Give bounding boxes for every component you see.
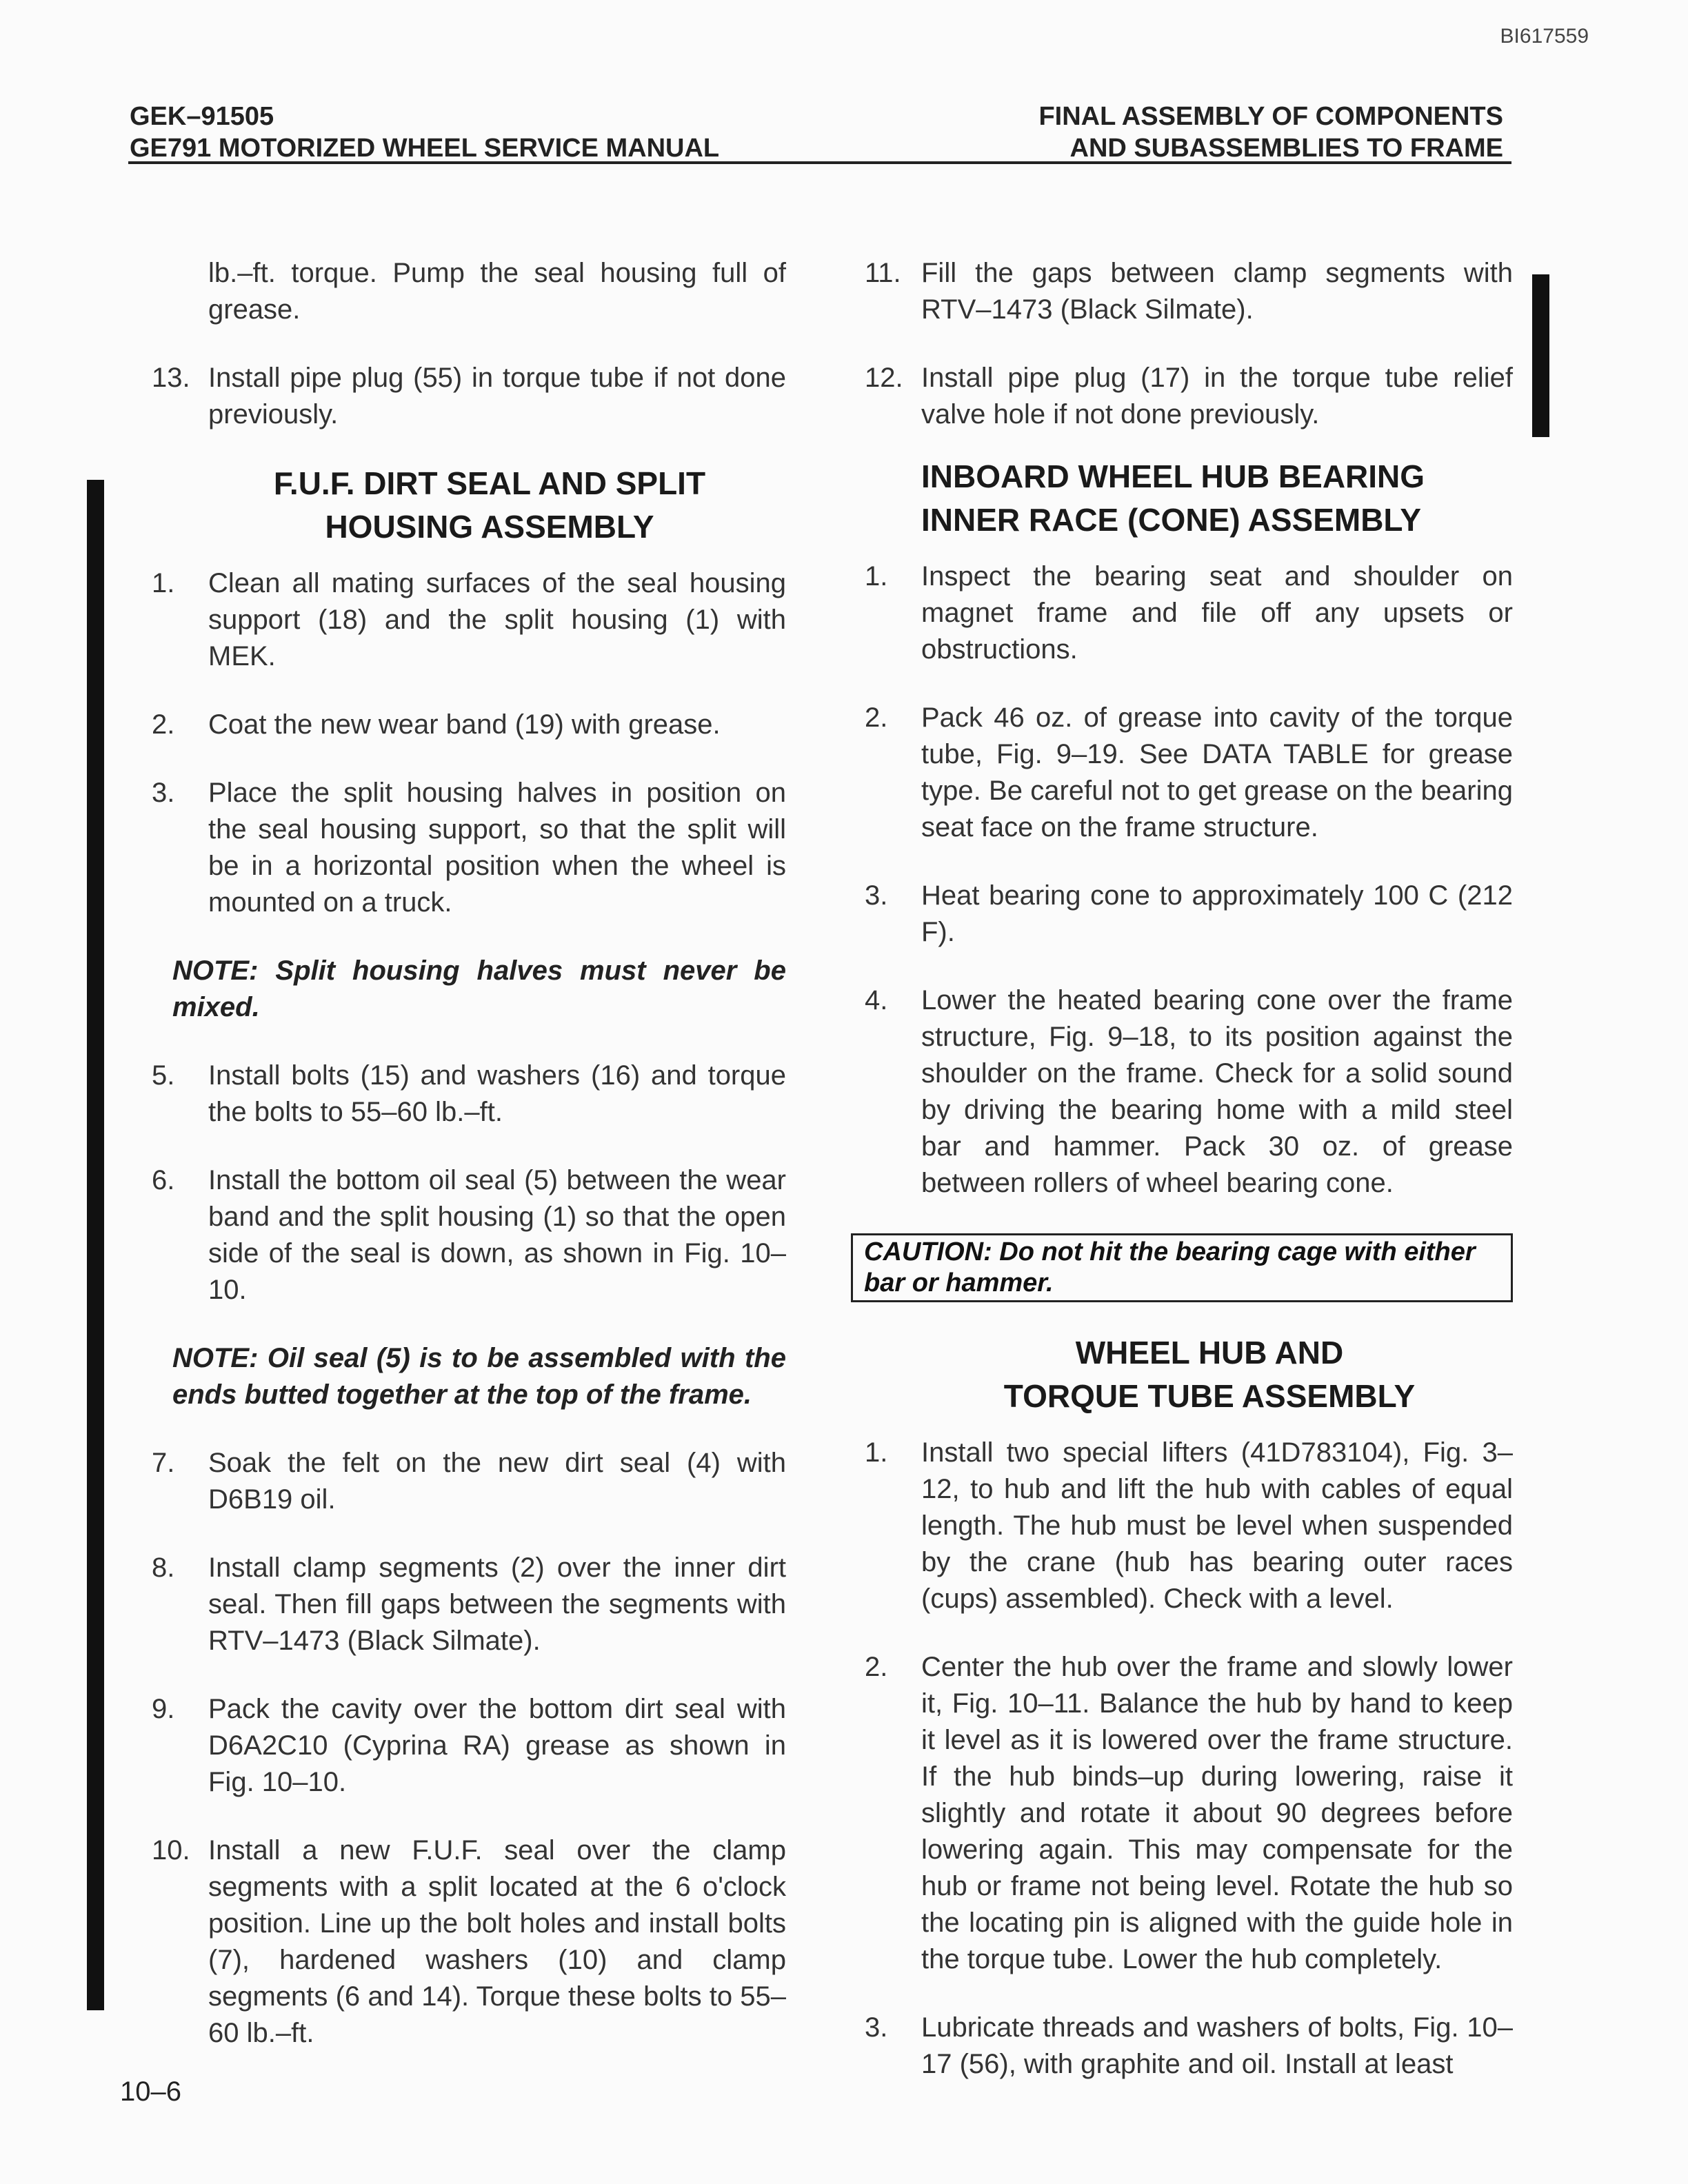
caution-box: CAUTION: Do not hit the bearing cage with either bar or hammer.: [851, 1233, 1513, 1302]
change-bar-right: [1532, 274, 1549, 437]
section-heading-inboard-bearing: [865, 455, 1513, 542]
list-item: [152, 1550, 786, 1659]
step-number: 3.: [152, 778, 175, 808]
heading-line: HOUSING ASSEMBLY: [325, 509, 654, 545]
manual-number: GEK–91505: [130, 102, 274, 131]
step-number: 2.: [865, 702, 888, 733]
step-number: 1.: [152, 568, 175, 598]
page-header: [128, 101, 1511, 164]
list-item: [152, 707, 786, 743]
step-text: Pack the cavity over the bottom dirt seal with D6A2C10 (Cyprina RA) grease as shown in Fig. 10–10.: [208, 1694, 786, 1797]
step-number: 2.: [152, 709, 175, 740]
list-item: [865, 878, 1513, 951]
step-number: 13.: [152, 363, 190, 393]
list-item: [152, 1058, 786, 1131]
list-item: [152, 360, 786, 433]
list-item: [152, 565, 786, 675]
heading-line: INBOARD WHEEL HUB BEARING: [921, 458, 1425, 494]
heading-line: WHEEL HUB AND: [1075, 1335, 1344, 1371]
step-text: Install a new F.U.F. seal over the clamp segments with a split located at the 6 o'clock position. Line up the bolt holes and install bolts (7), hardened washers (10) and clamp segments (6 and 14). Torque these bolts to 55–60 lb.–ft.: [208, 1835, 786, 2048]
step-text: Inspect the bearing seat and shoulder on magnet frame and file off any upsets or obstructions.: [921, 561, 1513, 665]
step-text: Install pipe plug (17) in the torque tube relief valve hole if not done previously.: [921, 363, 1513, 429]
note-oil-seal: NOTE: Oil seal (5) is to be assembled with the ends butted together at the top of the frame.: [172, 1343, 786, 1410]
step-number: 5.: [152, 1060, 175, 1091]
step-number: 9.: [152, 1694, 175, 1724]
list-item: [152, 1691, 786, 1801]
step-number: 4.: [865, 985, 888, 1015]
step-text: Coat the new wear band (19) with grease.: [208, 709, 721, 740]
list-item: [152, 1445, 786, 1518]
list-item: [865, 1649, 1513, 1978]
step-text: Install clamp segments (2) over the inner dirt seal. Then fill gaps between the segments with RTV–1473 (Black Silmate).: [208, 1553, 786, 1656]
note-split-housing: NOTE: Split housing halves must never be mixed.: [172, 956, 786, 1022]
step-text: Lower the heated bearing cone over the frame structure, Fig. 9–18, to its position against the shoulder on the frame. Check for a solid sound by driving the bearing home with a mild steel bar and hammer. Pack 30 oz. of grease between rollers of wheel bearing cone.: [921, 985, 1513, 1198]
step-text: Soak the felt on the new dirt seal (4) with D6B19 oil.: [208, 1448, 786, 1515]
list-item: [865, 700, 1513, 846]
header-right: [1038, 101, 1503, 164]
heading-line: F.U.F. DIRT SEAL AND SPLIT: [273, 465, 706, 501]
step-text: Pack 46 oz. of grease into cavity of the torque tube, Fig. 9–19. See DATA TABLE for grease type. Be careful not to get grease on the bearing seat face on the frame structure.: [921, 702, 1513, 842]
step-text: Clean all mating surfaces of the seal housing support (18) and the split housing (1) with MEK.: [208, 568, 786, 671]
step-text: Install the bottom oil seal (5) between the wear band and the split housing (1) so that the open side of the seal is down, as shown in Fig. 10–10.: [208, 1165, 786, 1305]
step-number: 8.: [152, 1553, 175, 1583]
header-left: [130, 101, 719, 164]
list-item: [865, 1435, 1513, 1617]
step-text: Install pipe plug (55) in torque tube if not done previously.: [208, 363, 786, 429]
list-item: [865, 2010, 1513, 2083]
step-number: 12.: [865, 363, 903, 393]
step-number: 10.: [152, 1835, 190, 1866]
list-item: [865, 558, 1513, 668]
list-item: [152, 1162, 786, 1308]
step-text: Center the hub over the frame and slowly lower it, Fig. 10–11. Balance the hub by hand to keep it level as it is lowered over the frame structure. If the hub binds–up during lowering, raise it slightly and rotate it about 90 degrees before lowering again. This may compensate for the hub or frame not being level. Rotate the hub so the locating pin is aligned with the guide hole in the torque tube. Lower the hub completely.: [921, 1652, 1513, 1974]
step-number: 3.: [865, 2012, 888, 2043]
step-text: Fill the gaps between clamp segments with RTV–1473 (Black Silmate).: [921, 258, 1513, 325]
step-number: 6.: [152, 1165, 175, 1195]
section-heading-wheel-hub: [865, 1331, 1513, 1418]
step-number: 3.: [865, 880, 888, 911]
step-number: 2.: [865, 1652, 888, 1682]
list-item: [152, 775, 786, 921]
section-title-line2: AND SUBASSEMBLIES TO FRAME: [1069, 134, 1503, 163]
section-heading-dirt-seal: [152, 462, 786, 549]
list-item: [865, 982, 1513, 1202]
list-item: [152, 1832, 786, 2052]
step-number: 1.: [865, 561, 888, 592]
section-title-line1: FINAL ASSEMBLY OF COMPONENTS: [1038, 102, 1503, 131]
manual-title: GE791 MOTORIZED WHEEL SERVICE MANUAL: [130, 134, 720, 163]
document-id: BI617559: [1500, 25, 1589, 48]
page-number: 10–6: [120, 2076, 181, 2107]
step-text: Install bolts (15) and washers (16) and torque the bolts to 55–60 lb.–ft.: [208, 1060, 786, 1127]
list-item: [865, 255, 1513, 328]
step-number: 7.: [152, 1448, 175, 1478]
list-item: [865, 360, 1513, 433]
right-column: [865, 255, 1513, 2114]
continued-text: lb.–ft. torque. Pump the seal housing full of grease.: [208, 258, 786, 325]
step-text: Place the split housing halves in position on the seal housing support, so that the split will be in a horizontal position when the wheel is mounted on a truck.: [208, 778, 786, 918]
step-text: Install two special lifters (41D783104), Fig. 3–12, to hub and lift the hub with cables of equal length. The hub must be level when suspended by the crane (hub has bearing outer races (cups) assembled). Check with a level.: [921, 1437, 1513, 1614]
heading-line: TORQUE TUBE ASSEMBLY: [1003, 1378, 1416, 1414]
heading-line: INNER RACE (CONE) ASSEMBLY: [921, 502, 1421, 538]
step-text: Lubricate threads and washers of bolts, Fig. 10–17 (56), with graphite and oil. Install at least: [921, 2012, 1513, 2079]
step-number: 1.: [865, 1437, 888, 1468]
step-text: Heat bearing cone to approximately 100 C (212 F).: [921, 880, 1513, 947]
left-column: [152, 255, 786, 2083]
change-bar-left: [87, 480, 104, 2010]
step-number: 11.: [865, 258, 901, 288]
